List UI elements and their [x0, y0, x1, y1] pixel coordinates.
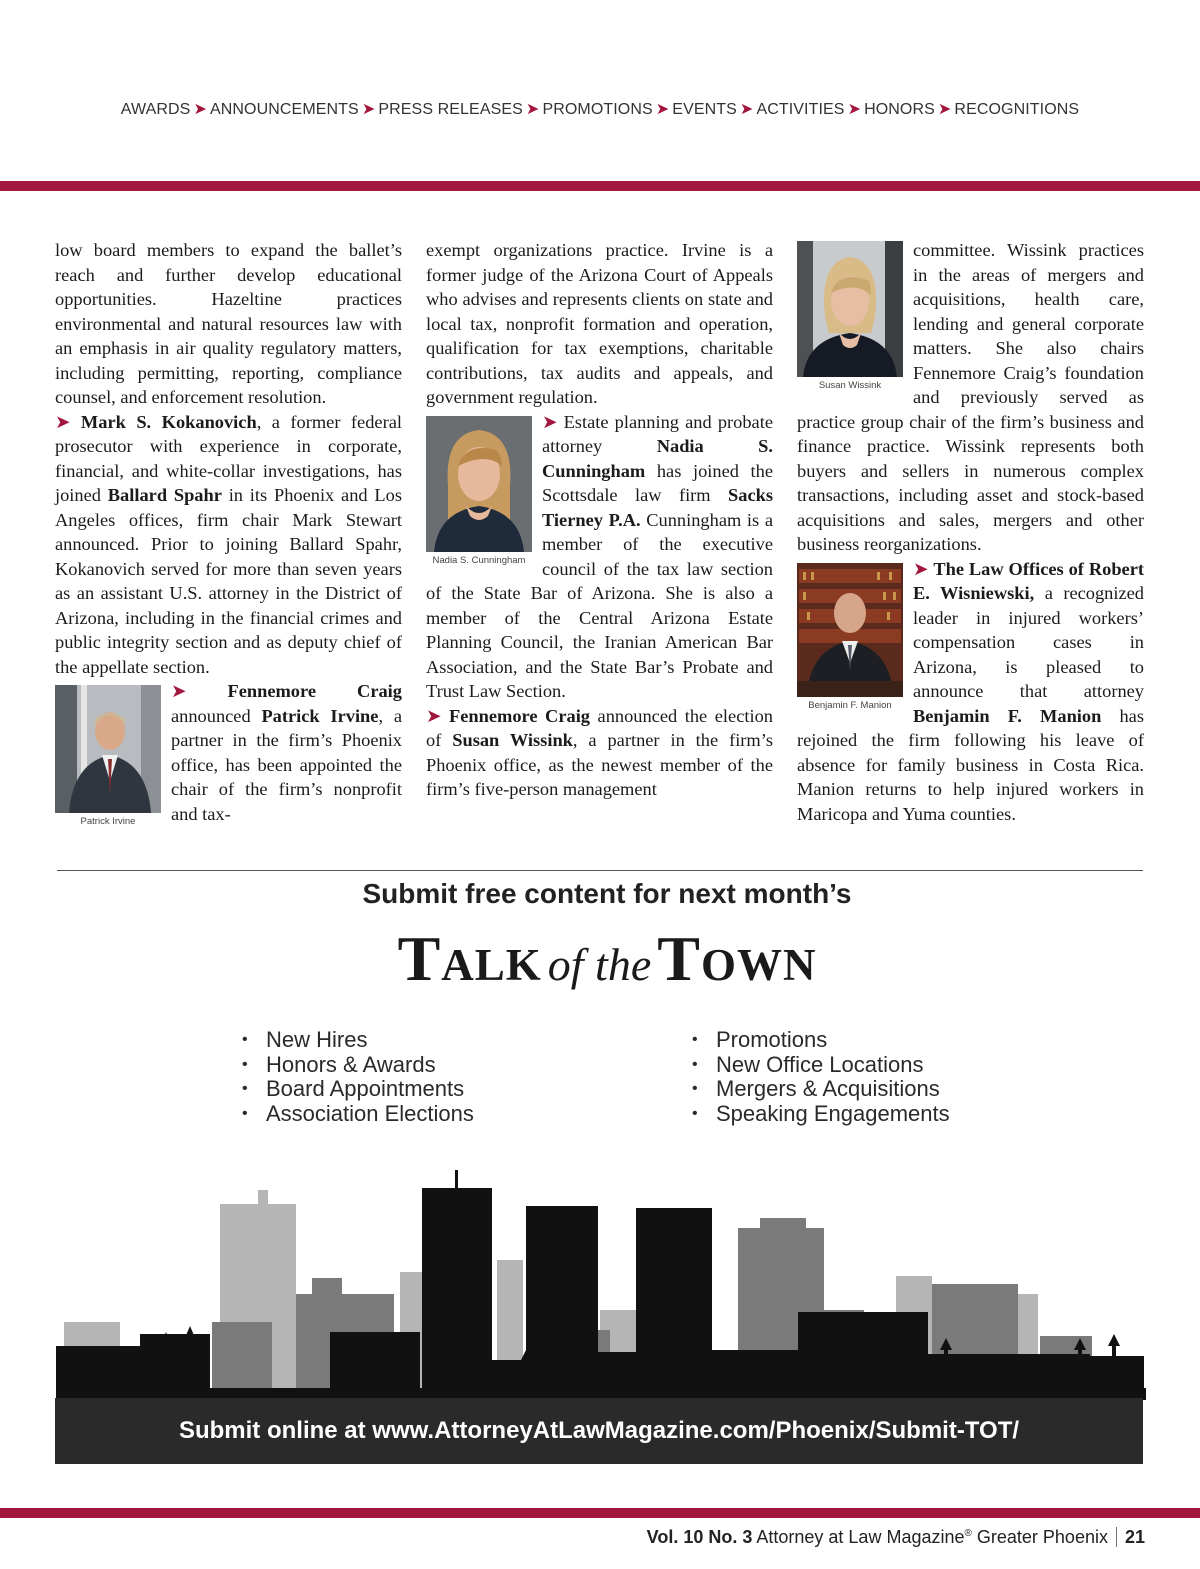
footer-separator — [1116, 1527, 1117, 1547]
list-item: • Board Appointments — [242, 1077, 474, 1102]
footer-rule — [0, 1508, 1200, 1518]
arrow-icon: ➤ — [193, 101, 207, 118]
paragraph-irvine-continued: exempt organizations practice. Irvine is a former judge of the Arizona Court of Appeals who advises and represents clients on state and local tax, nonprofit formation and operation, qualification for tax exemptions, charitable contributions, tax audits and appeals, and government regulation. — [426, 240, 773, 407]
photo-nadia-cunningham — [426, 416, 532, 567]
arrow-icon: ➤ — [913, 558, 929, 579]
nav-item-honors: HONORS — [864, 101, 935, 118]
paragraph-hazeltine: low board members to expand the ballet’s reach and further develop educational opportunities. Hazeltine practices environmental and natural resources law with an emphasis in air quality regulatory matters, including permitting, reporting, compliance counsel, and enforcement resolution. — [55, 240, 402, 407]
person-name: Mark S. Kokanovich — [80, 411, 257, 432]
paragraph-wissink: ➤ Fennemore Craig announced the election of Susan Wissink, a partner in the firm’s Phoenix office, as the newest member of the firm’s five-person management — [426, 705, 773, 799]
list-item: • New Office Locations — [692, 1053, 950, 1078]
list-item: • Speaking Engagements — [692, 1102, 950, 1127]
portrait-image — [55, 685, 161, 813]
person-name: Nadia S. Cunningham — [542, 436, 774, 481]
arrow-icon: ➤ — [55, 411, 71, 432]
registered-mark: ® — [964, 1528, 972, 1539]
arrow-icon: ➤ — [426, 705, 442, 726]
firm-name: Ballard Spahr — [107, 485, 222, 505]
portrait-image — [426, 416, 532, 552]
content-types-list-left — [242, 1028, 474, 1126]
paragraph-manion: ➤ The Law Offices of Robert E. Wisniewski, a recognized leader in injured workers’ compensation cases in Arizona, is pleased to announce that attorney Benjamin F. Manion has rejoined the firm following his leave of absence for family business in Costa Rica. Manion returns to help injured workers in Maricopa and Yuma counties. — [797, 558, 1145, 824]
photo-caption: Patrick Irvine — [80, 816, 136, 827]
article-column-1 — [55, 238, 402, 828]
nav-item-promotions: PROMOTIONS — [542, 101, 653, 118]
paragraph-kokanovich: ➤ Mark S. Kokanovich, a former federal prosecutor with experience in corporate, financial, and white-collar investigations, has joined Ballard Spahr in its Phoenix and Los Angeles offices, firm chair Mark Stewart announced. Prior to joining Ballard Spahr, Kokanovich served for more than seven years as an assistant U.S. attorney in the District of Arizona, including in the financial crimes and public integrity section and as deputy chief of the appellate section. — [55, 411, 402, 677]
list-item: • Promotions — [692, 1028, 950, 1053]
portrait-image — [797, 241, 903, 377]
firm-name: The Law Offices of Robert E. Wisniewski, — [913, 558, 1144, 603]
promo-headline: Submit free content for next month’s — [362, 878, 852, 909]
list-item: • New Hires — [242, 1028, 474, 1053]
photo-susan-wissink — [797, 241, 903, 392]
arrow-icon: ➤ — [847, 101, 862, 118]
paragraph-cunningham: ➤ Estate planning and probate attorney Nadia S. Cunningham has joined the Scottsdale law firm Sacks Tierney P.A. Cunningham is a member of the executive council of the tax law section of the State Bar of Arizona. She is also a member of the Central Arizona Estate Planning Council, the Iranian American Bar Association, and the State Bar’s Probate and Trust Law Section. — [426, 411, 774, 701]
submit-online-banner[interactable]: Submit online at www.AttorneyAtLawMagazine.com/Phoenix/Submit-TOT/ — [55, 1398, 1143, 1464]
magazine-name: Attorney at Law Magazine — [756, 1527, 965, 1547]
person-name: Susan Wissink — [452, 730, 573, 750]
list-item: • Mergers & Acquisitions — [692, 1077, 950, 1102]
list-item: • Honors & Awards — [242, 1053, 474, 1078]
nav-item-press-releases: PRESS RELEASES — [378, 101, 523, 118]
firm-name: Sacks Tierney P.A. — [542, 485, 773, 530]
person-name: Benjamin F. Manion — [913, 705, 1102, 726]
section-divider — [57, 870, 1143, 871]
arrow-icon: ➤ — [525, 101, 540, 118]
nav-item-activities: ACTIVITIES — [756, 101, 845, 118]
article-column-3 — [797, 238, 1144, 826]
arrow-icon: ➤ — [171, 681, 187, 701]
arrow-icon: ➤ — [655, 101, 670, 118]
nav-item-awards: AWARDS — [120, 101, 191, 118]
paragraph-irvine: ➤ Fennemore Craig announced Patrick Irvine, a partner in the firm’s Phoenix office, has been appointed the chair of the firm’s nonprofit and tax- — [171, 681, 402, 824]
paragraph-wissink-continued: committee. Wissink practices in the areas of mergers and acquisitions, health care, lending and general corporate matters. She also chairs Fennemore Craig’s foundation and previously served as practice group chair of the firm’s business and finance practice. Wissink represents both buyers and sellers in numerous complex transactions, including asset and stock-based acquisitions and sales, mergers and other business reorganizations. — [797, 240, 1144, 554]
arrow-icon: ➤ — [361, 101, 376, 118]
photo-caption: Nadia S. Cunningham — [432, 554, 526, 566]
photo-patrick-irvine — [55, 685, 161, 828]
firm-name: Fennemore Craig — [448, 705, 590, 726]
page-number: 21 — [1124, 1527, 1145, 1547]
nav-item-events: EVENTS — [672, 101, 737, 118]
edition-name: Greater Phoenix — [976, 1527, 1108, 1547]
arrow-icon: ➤ — [542, 411, 558, 432]
list-item: • Association Elections — [242, 1102, 474, 1127]
city-skyline-illustration — [0, 1160, 1200, 1400]
nav-item-announcements: ANNOUNCEMENTS — [209, 101, 359, 118]
header-rule — [0, 181, 1200, 191]
person-name: Patrick Irvine — [261, 705, 379, 726]
photo-benjamin-manion — [797, 563, 903, 712]
section-nav — [0, 99, 1200, 119]
talk-of-the-town-logo: Talk of theTown — [397, 923, 817, 994]
arrow-icon: ➤ — [739, 101, 754, 118]
arrow-icon: ➤ — [937, 101, 952, 118]
content-types-list-right — [692, 1028, 950, 1126]
volume-issue: Vol. 10 No. 3 — [646, 1527, 753, 1547]
portrait-image — [797, 563, 903, 697]
page-footer — [647, 1527, 1145, 1548]
photo-caption: Susan Wissink — [818, 380, 882, 391]
nav-item-recognitions: RECOGNITIONS — [954, 101, 1080, 118]
article-column-2 — [426, 238, 773, 802]
photo-caption: Benjamin F. Manion — [808, 699, 892, 711]
firm-name: Fennemore Craig — [227, 681, 402, 701]
